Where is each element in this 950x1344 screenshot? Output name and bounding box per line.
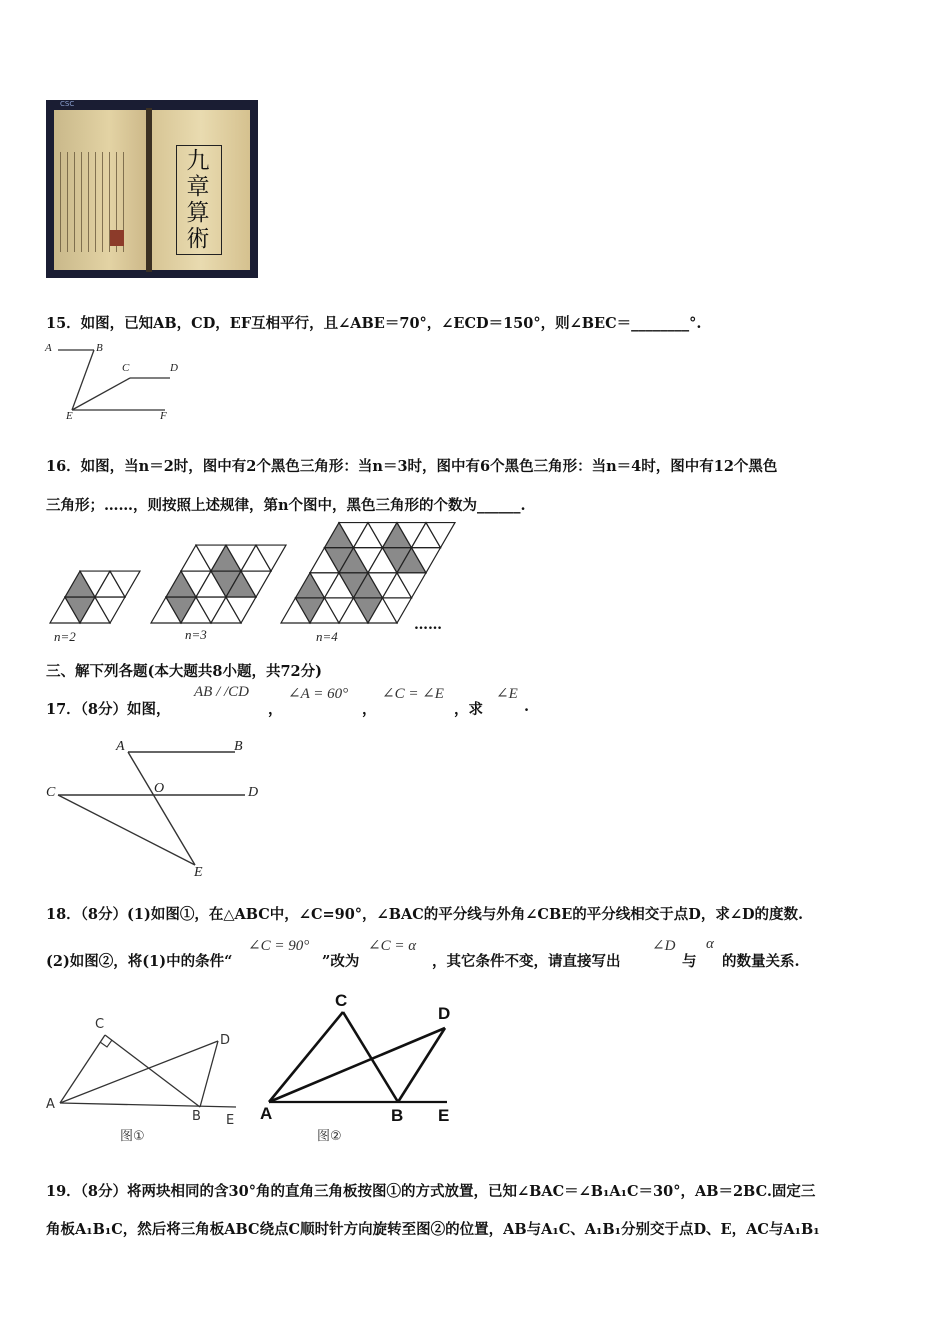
label-C: C <box>335 991 348 1010</box>
label-E: E <box>194 865 203 880</box>
q18-cond-c-alpha: ∠C = α <box>368 938 417 954</box>
label-A: A <box>46 1097 55 1112</box>
label-O: O <box>154 781 165 796</box>
figure-q15-lines <box>40 340 190 425</box>
book-title-char: 九 <box>186 148 210 174</box>
question-15-text: 15．如图，已知AB，CD，EF互相平行，且∠ABE＝70°，∠ECD＝150°，则∠BEC＝________°. <box>46 315 702 332</box>
figure-q15 <box>40 340 190 425</box>
figure-q18-2 <box>255 990 475 1150</box>
figure-q16 <box>40 525 460 650</box>
question-19-line-1: 19．（8分）将两块相同的含30°角的直角三角板按图①的方式放置，已知∠BAC＝∠B₁A₁C＝30°，AB＝2BC.固定三 <box>46 1183 816 1200</box>
q18-cond-c-90: ∠C = 90° <box>248 938 310 954</box>
q18-part2-c: ，其它条件不变，请直接写出 <box>432 953 621 970</box>
label-D: D <box>248 785 259 800</box>
q18-part2-b: ”改为 <box>322 953 360 970</box>
caption-n2: n=2 <box>54 629 76 644</box>
figure-caption: 图② <box>317 1129 342 1144</box>
ellipsis: …… <box>414 617 442 633</box>
book-seal <box>110 230 124 246</box>
label-C: C <box>122 362 130 374</box>
question-16-line-2: 三角形；……，则按照上述规律，第n个图中，黑色三角形的个数为______. <box>46 497 526 514</box>
q17-prefix: 17．（8分）如图， <box>46 701 171 718</box>
label-B: B <box>96 342 103 354</box>
label-A: A <box>116 739 125 754</box>
caption-n4: n=4 <box>316 629 338 644</box>
q17-cond-angle-a: ∠A = 60° <box>288 686 349 702</box>
book-title-char: 章 <box>186 174 210 200</box>
label-C: C <box>46 785 56 800</box>
q17-end: . <box>524 698 530 715</box>
caption-n3: n=3 <box>185 627 207 642</box>
label-D: D <box>438 1004 451 1023</box>
q18-part2-d: 与 <box>682 953 697 970</box>
label-B: B <box>192 1109 201 1124</box>
label-B: B <box>234 739 243 754</box>
q17-sep-1: ， <box>268 701 283 718</box>
book-title-char: 術 <box>186 226 210 252</box>
label-E: E <box>226 1113 235 1128</box>
figure-q18-1 <box>40 1015 250 1150</box>
q18-part2-a: (2)如图②，将(1)中的条件“ <box>46 953 233 970</box>
figure-caption: 图① <box>120 1129 145 1144</box>
figure-q17 <box>40 735 270 885</box>
book-photo <box>46 100 258 278</box>
question-18-line-1: 18．（8分）(1)如图①，在△ABC中，∠C=90°，∠BAC的平分线与外角∠CBE的平分线相交于点D，求∠D的度数. <box>46 906 804 923</box>
q17-cond-angle-ce: ∠C = ∠E <box>382 686 444 702</box>
label-B: B <box>391 1106 404 1125</box>
book-title <box>180 148 216 252</box>
label-D: D <box>220 1033 231 1048</box>
label-C: C <box>95 1017 105 1032</box>
label-F: F <box>160 410 167 422</box>
q17-cond-parallel: AB / /CD <box>194 684 249 700</box>
q18-part2-e: 的数量关系. <box>722 953 800 970</box>
section-3-heading: 三、解下列各题(本大题共8小题，共72分) <box>46 663 322 680</box>
label-E: E <box>66 410 73 422</box>
q17-target: ∠E <box>496 686 518 702</box>
question-16-line-1: 16．如图，当n＝2时，图中有2个黑色三角形：当n＝3时，图中有6个黑色三角形：当n＝4时，图中有12个黑色 <box>46 458 778 475</box>
figure-q18-1-lines <box>40 1015 250 1150</box>
q18-angle-d: ∠D <box>652 938 676 954</box>
label-D: D <box>170 362 178 374</box>
label-A: A <box>45 342 52 354</box>
book-photo-tag: CSC <box>60 100 75 108</box>
q18-alpha: α <box>706 936 714 952</box>
question-19-line-2: 角板A₁B₁C，然后将三角板ABC绕点C顺时针方向旋转至图②的位置，AB与A₁C、A₁B₁分别交于点D、E，AC与A₁B₁ <box>46 1221 820 1238</box>
q17-ask: ，求 <box>454 701 483 718</box>
figure-q16-triangles <box>40 525 460 650</box>
book-title-char: 算 <box>186 200 210 226</box>
q17-sep-2: ， <box>362 701 377 718</box>
label-E: E <box>438 1106 450 1125</box>
figure-q17-lines <box>40 735 270 885</box>
label-A: A <box>260 1104 273 1123</box>
